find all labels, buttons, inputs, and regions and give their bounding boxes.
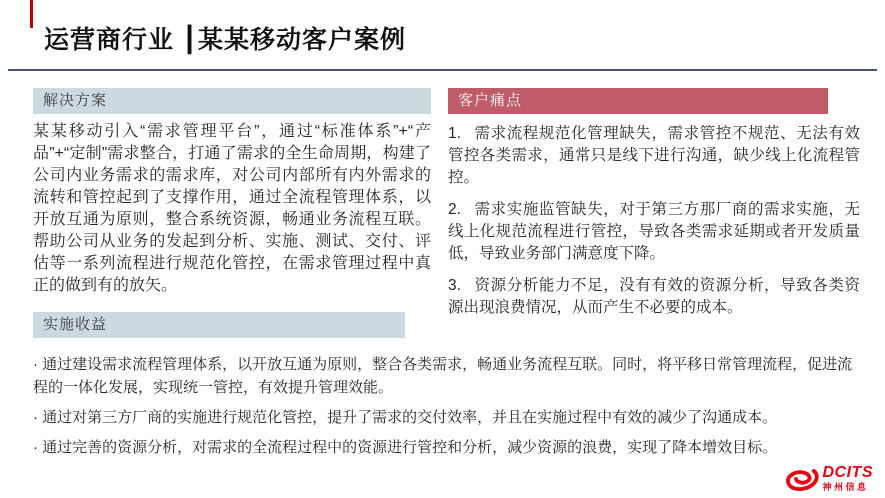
- pain-points-section: [448, 88, 860, 329]
- benefits-list: [33, 353, 863, 459]
- pain-points-header: 客户痛点: [448, 88, 828, 114]
- benefit-item: · 通过对第三方厂商的实施进行规范化管控，提升了需求的交付效率，并且在实施过程中有效的减少了沟通成本。: [33, 409, 778, 426]
- pain-point-item: [448, 199, 860, 265]
- dcits-logo: [784, 465, 874, 494]
- benefit-item: · 通过完善的资源分析，对需求的全流程过程中的资源进行管控和分析，减少资源的浪费，实现了降本增效目标。: [33, 439, 778, 456]
- solution-section: [33, 88, 431, 297]
- pain-point-text: 需求流程规范化管理缺失，需求管控不规范、无法有效管控各类需求，通常只是线下进行沟通，缺少线上化流程管控。: [448, 125, 860, 186]
- dcits-logo-subtitle: 神州信息: [822, 482, 869, 492]
- top-left-accent-bar: [30, 0, 33, 28]
- pain-points-list: [448, 123, 860, 319]
- pain-point-number: 1.: [448, 125, 461, 142]
- pain-point-text: 需求实施监管缺失，对于第三方那厂商的需求实施，无线上化规范流程进行管控，导致各类需求延期或者开发质量低，导致业务部门满意度下降。: [448, 201, 860, 262]
- page-title: 运营商行业 ┃某某移动客户案例: [44, 26, 406, 54]
- benefits-section: [33, 312, 863, 466]
- benefit-item: · 通过建设需求流程管理体系，以开放互通为原则，整合各类需求，畅通业务流程互联。同时，将平移日常管理流程，促进流程的一体化发展，实现统一管控，有效提升管理效能。: [33, 356, 853, 396]
- dcits-swoosh-icon: [784, 466, 820, 494]
- pain-point-number: 2.: [448, 201, 461, 218]
- solution-header: 解决方案: [33, 88, 431, 114]
- dcits-logo-name: DCITS: [822, 464, 873, 481]
- title-divider-line: [8, 69, 877, 71]
- dcits-logo-text: [823, 465, 874, 494]
- pain-point-text: 资源分析能力不足，没有有效的资源分析，导致各类资源出现浪费情况，从而产生不必要的成本。: [448, 277, 860, 316]
- pain-point-number: 3.: [448, 277, 461, 294]
- pain-point-item: [448, 123, 860, 189]
- solution-body-text: 某某移动引入“需求管理平台”，通过“标准体系”+“产品”+“定制”需求整合，打通了需求的全生命周期，构建了公司内业务需求的需求库，对公司内部所有内外需求的流转和管控起到了支撑作用，通过全流程管理体系，以开放互通为原则，整合系统资源，畅通业务流程互联。帮助公司从业务的发起到分析、实施、测试、交付、评估等一系列流程进行规范化管控，在需求管理过程中真正的做到有的放矢。: [33, 123, 431, 294]
- benefits-header: 实施收益: [33, 312, 405, 338]
